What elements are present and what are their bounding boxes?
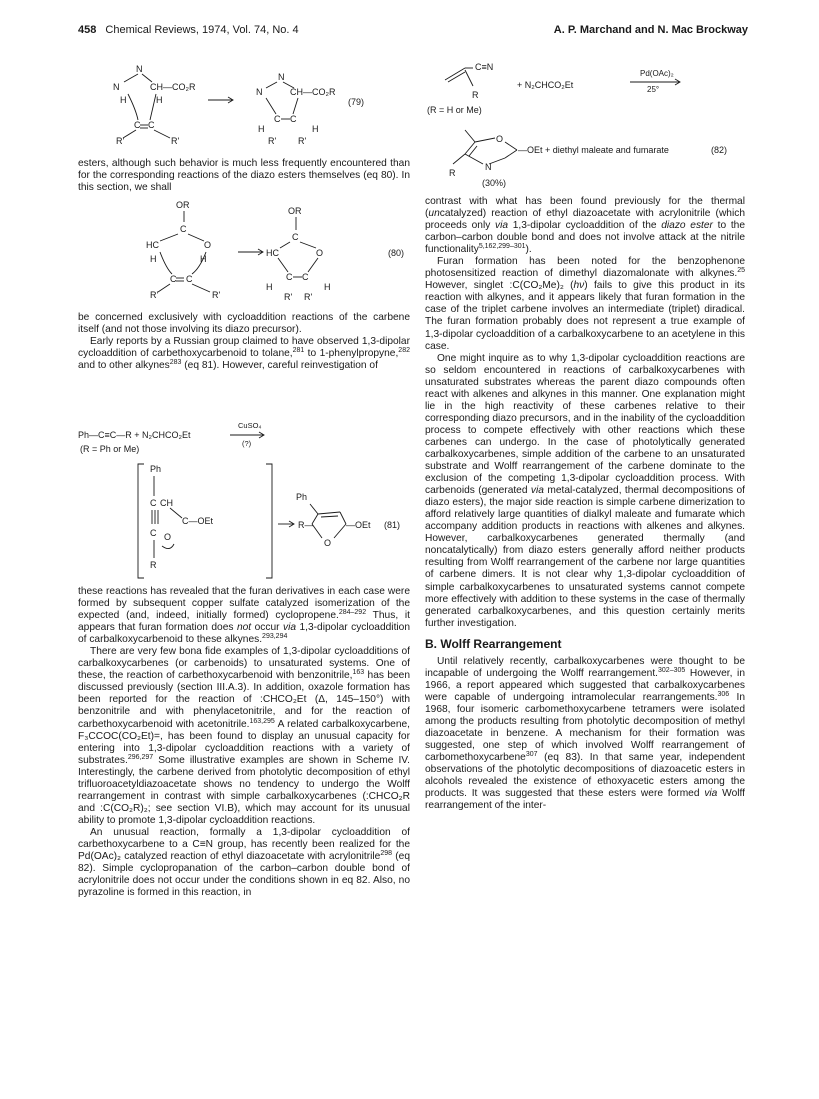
eq81-coet: C—OEt [182, 516, 214, 526]
eq79-n-top-product: N [278, 72, 285, 82]
eq80-or-b: OR [288, 206, 302, 216]
eq81-catalyst: CuSO₄ [238, 421, 262, 430]
eq80-r-b: R' [212, 290, 221, 300]
eq80-c-a: C [180, 224, 187, 234]
right-text-column [425, 196, 745, 812]
eq81-r-def: (R = Ph or Me) [80, 444, 140, 454]
eq80-r-a: R' [150, 290, 159, 300]
paragraph: be concerned exclusively with cycloaddition reactions of the carbene itself (and not those involving its diazo precursor). [78, 312, 410, 336]
left-text-block-3 [78, 586, 410, 899]
journal-citation: Chemical Reviews, 1974, Vol. 74, No. 4 [105, 24, 299, 36]
eq82-temperature: 25° [647, 85, 660, 94]
eq81-o-b: O [324, 538, 332, 548]
equation-82 [425, 58, 745, 193]
eq82-r: R [472, 90, 479, 100]
eq80-hc-a: HC [146, 240, 159, 250]
eq81-ph-a: Ph [150, 464, 162, 474]
eq79-r-c: R' [268, 136, 277, 146]
eq80-h-a: H [150, 254, 157, 264]
paragraph: One might inquire as to why 1,3-dipolar cycloaddition reactions are so seldom encountered in reactions of carbalkoxycarbenes with unsaturated substrates whereas the parent diazo compounds often react with alkenes and alkynes in this manner. One explanation might lie in the high reactivity of these carbenes relative to their corresponding diazo precursors, and in the inability of the cycloaddition process to compete effectively with other reactions which these carbenes can undergo. In the case of photolytically generated carbalkoxycarbenes, simple addition of the carbene to an unsaturated substrate and Wolff rearrangement of the carbene dominate to the exclusion of the competing 1,3-dipolar cycloaddition process. With carbenoids (generated via metal-catalyzed, thermal decompositions of diazo esters), the major side reaction is simple carbene dimerization to afford relatively large quantities of dialkyl maleate and fumarate which accompany addition products in reactions with alkenes and alkynes. However, carbalkoxycarbenes generated thermally (and noncatalytically) from diazo esters generally afford neither products resulting from Wolff rearrangement of the carbene nor large quantities of carbene dimers. It is not clear why 1,3-dipolar cycloaddition of simple carbalkoxycarbenes to unsaturated systems cannot compete more effectively with addition to these systems in the case of thermally generated carbalkoxycarbenes, and this question certainly merits further investigation. [425, 352, 745, 629]
eq80-h-c: H [266, 282, 273, 292]
eq79-h-c: H [258, 124, 265, 134]
eq79-n-product: N [256, 87, 263, 97]
eq79-r-b: R' [171, 136, 180, 146]
eq80-c-b: C [170, 274, 177, 284]
eq80-h-d: H [324, 282, 331, 292]
eq80-h-b: H [200, 254, 207, 264]
eq82-n: N [485, 162, 492, 172]
eq81-c-b: C [150, 528, 157, 538]
eq79-h-b: H [156, 95, 163, 105]
paragraph: There are very few bona fide examples of 1,3-dipolar cycloadditions of carbalkoxycarbenes (or carbenoids) to unsaturated systems. One of these, the reaction of carbethoxycarbenoid with benzonitrile,$^{163}$ has been discussed previously (section III.A.3). In addition, oxazole formation has been reported for the reaction of :CHCO₂Et (Δ, 145–150°) with benzonitrile and with phenylacetonitrile, and for the reaction of carbethoxycarbenoid with acetonitrile.$^{163,295}$ A related carbalkoxycarbene, F₃CCOC(CO₂Et)=, has been found to display an unusual capacity for entering into 1,3-dipolar cycloaddition reactions with a variety of substrates.$^{296,297}$ Some illustrative examples are shown in Scheme IV. Interestingly, the carbene derived from photolytic decomposition of ethyl trifluoroacetyldiazoacetate shows no tendency to undergo the Wolff rearrangement in contrast with simple carbalkoxycarbenes (:CHCO₂R and :C(CO₂R)₂; see section VI.B), which may account for its unusual ability to promote 1,3-dipolar cycloaddition reactions. [78, 646, 411, 826]
paragraph: esters, although such behavior is much less frequently encountered than for the corresponding reactions of the diazo esters themselves (eq 80). In this section, we shall [78, 158, 410, 194]
eq82-cn: C≡N [475, 62, 494, 72]
eq79-r-a: R' [116, 136, 125, 146]
author-names: A. P. Marchand and N. Mac Brockway [553, 24, 748, 36]
left-text-block-1 [78, 158, 410, 194]
eq80-or-a: OR [176, 200, 190, 210]
eq81-number: (81) [384, 520, 401, 530]
equation-80 [78, 196, 410, 308]
eq81-ph-b: Ph [296, 492, 308, 502]
eq82-yield: (30%) [482, 178, 507, 188]
eq80-c-e: C [286, 272, 293, 282]
paragraph: contrast with what has been found previously for the thermal (uncatalyzed) reaction of ethyl diazoacetate with acrylonitrile (which proceeds only via 1,3-dipolar cycloaddition of the diazo ester to the carbon–carbon double bond and does not involve attack at the nitrile functionality$^{5,162,299-301}$). [425, 196, 745, 256]
eq79-chco2r-b: CH—CO₂R [290, 87, 336, 97]
eq81-c-a: C [150, 498, 157, 508]
section-heading: B. Wolff Rearrangement [425, 636, 562, 651]
eq79-chco2r-a: CH—CO₂R [150, 82, 196, 92]
eq80-number: (80) [388, 248, 405, 258]
eq80-o-b: O [316, 248, 324, 258]
paragraph: these reactions has revealed that the furan derivatives in each case were formed by subsequent copper sulfate catalyzed isomerization of the expected (and, indeed, initially formed) cyclopropene.$^{284-292}$ Thus, it appears that furan formation does not occur via 1,3-dipolar cycloaddition of carbalkoxycarbenoid to these alkynes.$^{293,294}$ [78, 586, 410, 646]
eq81-condition: (?) [242, 439, 252, 448]
eq82-r-product: R [449, 168, 456, 178]
paragraph: An unusual reaction, formally a 1,3-dipolar cycloaddition of carbethoxycarbene to a C≡N group, has recently been realized for the Pd(OAc)₂ catalyzed reaction of ethyl diazoacetate with acrylonitrile$^{298}$ (eq 82). Simple cyclopropanation of the carbon–carbon double bond of acrylonitrile does not occur under the conditions shown in eq 82. Also, no pyrazoline is formed in this reaction, in [78, 826, 410, 899]
eq79-c-b: C [148, 120, 155, 130]
eq79-r-d: R' [298, 136, 307, 146]
eq82-reagent: + N₂CHCO₂Et [517, 80, 574, 90]
eq81-r-a: R [150, 560, 157, 570]
eq82-catalyst: Pd(OAc)₂ [640, 69, 674, 78]
eq82-product-label: —OEt + diethyl maleate and fumarate [518, 145, 669, 155]
left-text-block-2 [78, 312, 410, 372]
eq82-number: (82) [711, 145, 728, 155]
eq80-c-c: C [186, 274, 193, 284]
eq79-n-plus: N [113, 82, 120, 92]
eq81-o-a: O [164, 532, 172, 542]
eq82-o: O [496, 134, 504, 144]
paragraph: Furan formation has been noted for the benzophenone photosensitized reaction of dimethyl diazomalonate with alkynes.$^{25}$ However, singlet :C(CO₂Me)₂ (hν) fails to give this product in its reaction with alkynes, and it appears likely that furan formation in the case of the triplet carbene involves an intermediate (triplet) diradical. The furan formation probably does not represent a true example of 1,3-dipolar cycloaddition of a carbalkoxycarbene to an acetylene in this case. [425, 256, 745, 352]
paragraph: Early reports by a Russian group claimed to have observed 1,3-dipolar cycloaddition of carbethoxycarbenoid to tolane,$^{281}$ to 1-phenylpropyne,$^{282}$ and to other alkynes$^{283}$ (eq 81). However, careful reinvestigation of [78, 336, 410, 372]
eq79-h-a: H [120, 95, 127, 105]
eq79-c-c: C [274, 114, 281, 124]
eq80-r-d: R' [304, 292, 313, 302]
paragraph: Until relatively recently, carbalkoxycarbenes were thought to be incapable of undergoing the Wolff rearrangement.$^{302-305}$ However, in 1966, a report appeared which suggested that carbalkoxycarbenes were capable of undergoing intramolecular rearrangements.$^{306}$ In 1968, four isomeric carbomethoxycarbene tetramers were isolated among the products resulting from photolytic decomposition of methyl diazoacetate in benzene. A mechanism for their formation was suggested, one step of which involved Wolff rearrangement of carbomethoxycarbene$^{307}$ (eq 83). In that same year, independent observations of the photolytic decompositions of diazoacetic esters in alcohols revealed the existence of ethoxyacetic esters among the products. It was suggested that these esters were formed via Wolff rearrangement of the inter- [425, 655, 746, 812]
eq80-r-c: R' [284, 292, 293, 302]
eq79-c-a: C [134, 120, 141, 130]
eq81-reaction-line: Ph—C≡C—R + N₂CHCO₂Et [78, 430, 191, 440]
eq79-h-d: H [312, 124, 319, 134]
eq81-oet: —OEt [346, 520, 371, 530]
eq79-c-d: C [290, 114, 297, 124]
eq80-hc-b: HC [266, 248, 279, 258]
eq79-number: (79) [348, 97, 365, 107]
eq82-r-def: (R = H or Me) [427, 105, 482, 115]
equation-81 [78, 422, 410, 584]
eq81-r-dash: R— [298, 520, 314, 530]
eq80-c-f: C [302, 272, 309, 282]
eq81-ch: CH [160, 498, 173, 508]
equation-79 [78, 60, 410, 160]
eq80-c-d: C [292, 232, 299, 242]
page-number: 458 [78, 24, 97, 36]
eq80-o-a: O [204, 240, 212, 250]
eq79-n-top: N [136, 64, 143, 74]
